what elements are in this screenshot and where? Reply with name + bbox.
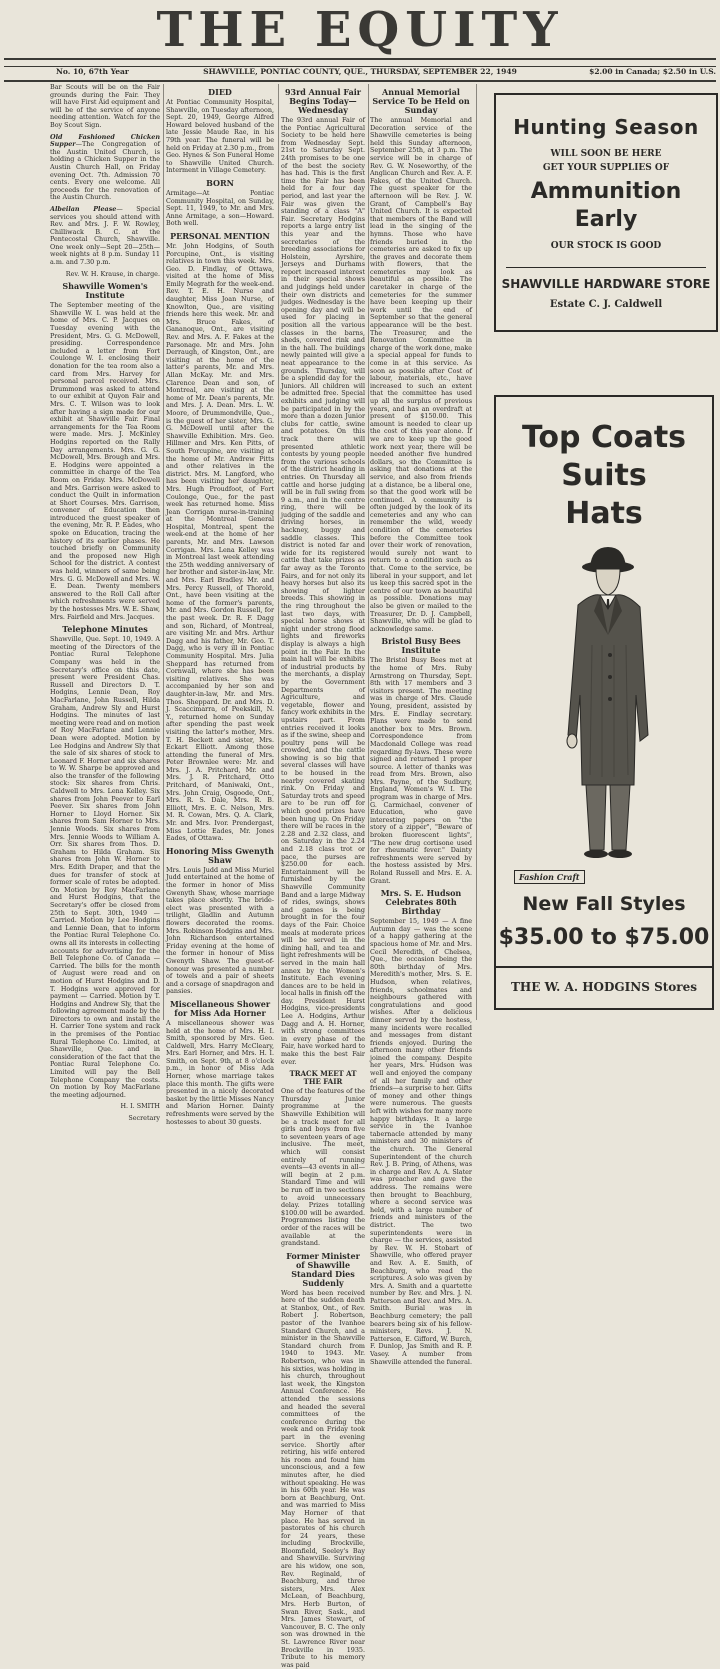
memorial-article: The annual Memorial and Decoration service of the Shawville cemeteries is being held this Sunday afternoon, September 25th, at 3 p.m. The service will be in charge of Rev. G. W. Noseworthy, of the Anglican Church and Rev. A. F. Fakes, of the United Church. The guest speaker for the afternoon will be Rev. J. W. Grant, of Campbell's Bay United Church. It is expected that members of the Band will lead in the singing of the hymns. Those who have friends buried in the cemeteries are asked to fix up the graves and decorate them with flowers, that the cemeteries may look as beautiful as possible. The caretaker in charge of the cemeteries for the summer have been keeping up their work until the end of September so that the general appearance will be the best. The Treasurer, and the Renovation Committee in charge of the work done, make a special appeal for funds to come in at this service. As soon as possible after Cost of labour, materials, etc., have increased to such an extent that the committee has used up all the surplus of previous years, and has an overdraft at present of $150.00. This amount is needed to clear up the cost of this year alone. If we are to keep up the good work next year, there will be needed another five hundred dollars, so the Committee is asking that donations at the service, and also from friends at a distance, be a liberal one, so that the good work will be continued. A community is often judged by the look of its cemeteries and any who can remember the wild, weedy condition of the cemeteries before the Committee took over their work of renovation, would surely not want to return to a condition such as that. Come to the service, be liberal in your support, and let us keep this sacred spot in the centre of our town as beautiful as possible. Donations may also be given or mailed to the Treasurer, Dr. D. J. Campbell, Shawville, who will be glad to acknowledge same. <box>370 116 472 633</box>
womens-institute-headline: Shawville Women's Institute <box>62 281 148 301</box>
ad-hunting-line: GET YOUR SUPPLIES OF <box>542 163 670 173</box>
memorial-headline: Annual Memorial Service To be Held on Sunday <box>372 87 470 115</box>
fair-article: The 93rd annual Fair of the Pontiac Agricultural Society to be held here from Wednesday Sept. 21st to Saturday Sept. 24th promises to be one of the best the society has had. This is the first time the Fair has been held for a four day period, and last year the Fair was given the standing of a class "A" Fair. Secretary Hodgins reports a large entry list this year and the secretaries of the breeding associations for Holstein, Ayrshire, Jerseys and Durhams report increased interest in their special shows and judgings held under their own districts and judges. Wednesday is the opening day and will be used for placing in position all the various classes in the barns, sheds, covered rink and in the hall. The buildings newly painted will give a neat appearance to the grounds. Thursday, will be a splendid day for the Juniors. All children will be admitted free. Special exhibits and judging will be participated in by the more than a dozen Junior clubs for cattle, swine and potatoes. On this track there will presented athletic contests by young people from the various schools of the district heading in entries. On Thursday all cattle and horse judging will be in full swing from 9 a.m., and in the centre ring, there will be judging of the saddle and driving horses, in hackney, buggy and saddle classes. This district is noted far and wide for its registered cattle that take prizes as far away as the Toronto Fairs, and for not only its heavy horses but also its showing of lighter breeds. This showing in the ring throughout the last two days, with special horse shows at night under strong flood lights and fireworks display is always a high point in the Fair. In the main hall will be exhibits of industrial products by the merchants, a display by the Government Departments of Agriculture, and vegetable, flower and fancy work exhibits in the upstairs part. From entries received it looks as if the swine, sheep and poultry pens will be crowded, and the cattle showing is so big that several classes will have to be housed in the nearby covered skating rink. On Friday and Saturday trots and speed are to be run off for which good prizes have been hung up. On Friday there will be races in the 2.28 and 2.32 class, and on Saturday in the 2.24 and 2.18 class trot or pace, the purses are $250.00 for each. Entertainment will be furnished by the Shawville Community Band and a large Midway of rides, swings, shows and games is being brought in for the four days of the Fair. Choice meals at moderate prices will be served in the dining hall, and tea and light refreshments will be served in the main hall annex by the Women's Institute. Each evening dances are to be held in local halls in finish off the day. President Hurst Hodgins, vice-presidents Lee A. Hodgins, Arthur Dagg and A. H. Horner, with strong committees in every phase of the Fair, have worked hard to make this the best Fair ever. <box>281 116 366 1066</box>
subscription-price: $2.00 in Canada; $2.50 in U.S. <box>589 67 716 76</box>
column-rule <box>368 84 369 1020</box>
former-minister-headline: Former Minister of Shawville Standard Dies Suddenly <box>286 1250 360 1288</box>
womens-institute-article: The September meeting of the Shawville W. I. was held at the home of Mrs. C. P. Jacques on Tuesday evening with the President, Mrs. G. G. McDowell, presiding. Correspondence included a letter from Fort Coulonge W. I. enclosing their donation for the tea room also a card from Mrs. Harvey for personal parcel received. Mrs. Drummond was asked to attend to our exhibit at Quyon Fair and Mrs. C. T. Wilson was to look after having a sign made for our exhibit at Shawville Fair. Final arrangements for the Tea Room were made. Mrs. J. McKinley Hodgins reported on the Rally Day arrangements. Mrs. G. G. McDowell, Mrs. Brough and Mrs. E. Hodgins were appointed a committee in charge of the Tea Room on Friday. Mrs. McDowell and Mrs. Garrison were asked to conduct the Quilt in information at Short Courses. Mrs. Garrison, convener of Education then introduced the guest speaker of the evening, Mr. R. P. Eades, who spoke on Education, tracing the history of its earlier phases. He touched briefly on Community and the proposed new High School for the district. A contest was held, winners of same being Mrs. G. G. McDowell and Mrs. W. E. Dean. Twenty members answered to the Roll Call after which refreshments were served by the hostesses Mrs. W. E. Shaw, Mrs. Fairfield and Mrs. Jacques. <box>50 301 160 621</box>
services-notice <box>50 206 160 267</box>
ad-hunting-line: WILL SOON BE HERE <box>550 149 662 159</box>
shower-article: A miscellaneous shower was held at the home of Mrs. H. I. Smith, sponsored by Mrs. Geo. Caldwell, Mrs. Harry McCleary, Mrs. Earl Horner, and Mrs. H. I. Smith, on Sept. 9th, at 8 o'clock p.m., in honor of Miss Ada Horner, whose marriage takes place this month. The gifts were presented in a nicely decorated basket by the little Misses Nancy and Marion Horner. Dainty refreshments were served by the hostesses to about 30 guests. <box>166 1018 274 1126</box>
ad-coats-line: Hats <box>565 496 643 531</box>
ad-store-name: THE W. A. HODGINS Stores <box>510 980 698 994</box>
ad-brand-label: Fashion Craft <box>514 870 585 884</box>
hardware-store-advertisement <box>494 93 718 332</box>
bristol-article: The Bristol Busy Bees met at the home of Mrs. Ruby Armstrong on Thursday, Sept. 8th with 17 members and 3 visitors present. The meeting was in charge of Mrs. Claude Young, president, assisted by Mrs. E. Findlay secretary. Plans were made to send another box to Mrs. Brown. Correspondence from Macdonald College was read regarding fly-laws. These were signed and returned 1 proper source. A letter of thanks was read from Mrs. Brown, also Mrs. Payne, of the Sudbury, England, Women's W. I. The program was in charge of Mrs. G. Carmichael, convener of Education, who gave interesting papers on "the story of a zipper", "Beware of broken fluorescent lights", "The new drug cortisone used for rheumatic fever." Dainty refreshments were served by the hostess assisted by Mrs. Roland Russell and Mrs. E. A. Grant. <box>370 656 472 885</box>
ad-divider <box>506 267 706 268</box>
column-4 <box>370 84 472 1366</box>
former-minister-article: Word has been received here of the sudden death at Stanbox, Ont., of Rev. Robert J. Robertson, pastor of the Ivanhoe Standard Church, and a minister in the Shawville Standard church from 1940 to 1943. Mr. Robertson, who was in his sixties, was holding in his church, throughout last week, the Kingston Annual Conference. He attended the sessions and headed the several committees of the conference during the week and on Friday took part in the evening service. Shortly after retiring, his wife entered his room and found him unconscious, and a few minutes after, he died without speaking. He was in his 60th year. He was born at Beachburg, Ont. and was married to Miss May Horner of that place. He has served in pastorates of his church for 24 years, these including Brockville, Bloomfield, Seeley's Bay and Shawville. Surviving are his widow, one son, Rev. Reginald, of Beachburg, and three sisters, Mrs. Alex McLean, of Beachburg, Mrs. Herb Burton, of Swan River, Sask., and Mrs. James Stewart, of Vancouver, B. C. The only son was drowned in the St. Lawrence River near Brockville in 1935. Tribute to his memory was paid <box>281 1288 365 1669</box>
masthead <box>0 0 720 64</box>
dateline <box>0 66 720 80</box>
telephone-signature-title: Secretary <box>128 1114 160 1122</box>
column-rule <box>278 84 279 1020</box>
telephone-minutes-article: Shawville, Que. Sept. 10, 1949. A meeting of the Directors of the Pontiac Rural Telephone Company was held in the Secretary's office on this date, present were President Chas. Russell and Directors D. T. Hodgins, Lennie Dean, Roy MacFarlane, John Russell, Hilda Graham, Andrew Sly and Hurst Hodgins. The minutes of last meeting were read and on motion of Roy MacFarlane and Lennie Dean were adopted. Motion by Lee Hodgins and Andrew Sly that the sale of six shares of stock to Leonard F. Horner and six shares to W. W. Sharpe be approved and also the transfer of the following stock: Six shares from Chris. Caldwell to Mrs. Lena Kelley. Six shares from John Peever to Earl Peever. Six shares from John Horner to Lloyd Horner. Six shares from Sam Horner to Mrs. Jennie Woods. Six shares from Mrs. Jennie Woods to William A. Orr. Six shares from Thos. D. Graham to Hilda Graham. Six shares from John W. Horner to Mrs. Edith Draper, and that the dues for transfer of stock at former scale of rates be adopted. On Motion by Roy MacFarlane and Hurst Hodgins, that the Secretary's offer be closed from 25th to Sept. 30th, 1949 — Carried. Motion by Lee Hodgins and Lennie Dean, that to inform the Pontiac Rural Telephone Co. owns all its interests in collecting accounts for advertising for the Bell Telephone Co. of Canada — Carried. The bills for the month of August were read and on motion of Hurst Hodgins and D. T. Hodgins were approved for payment — Carried. Motion by T. Hodgins and Andrew Sly, that the following agreement made by the Directors to own and install the H. Carrier Tone system and rack in the premises of the Pontiac Rural Telephone Co. Limited, at Shawville, Que. and in consideration of the fact that the Pontiac Rural Telephone Co. Limited will pay the Bell Telephone Company the costs. On motion by Roy MacFarlane the meeting adjourned. <box>50 635 160 1099</box>
fair-headline: 93rd Annual Fair Begins Today—Wednesday <box>284 87 362 115</box>
hudson-article: September 15, 1949 — A fine Autumn day — was the scene of a happy gathering at the spacious home of Mr. and Mrs. Cecil Meredith, of Chelsea, Que., the occasion being the 80th birthday of Mrs. Meredith's mother, Mrs. S. E. Hudson, when relatives, friends, schoolmates and neighbours gathered with congratulations and good wishes. After a delicious dinner served by the hostess, many incidents were recalled and messages from distant friends enjoyed. During the afternoon many other friends joined the company. Despite her years, Mrs. Hudson was well and enjoyed the company of all her family and other friends—a surprise to her. Gifts of money and other things were numerous. The guests left with wishes for many more happy birthdays. It a large service in the Ivanhoe tabernacle attended by many ministers and 30 ministers of the church. The General Superintendent of the church Rev. J. B. Pring, of Athens, was in charge and Rev. A. A. Slater was preacher and gave the address. The remains were then brought to Beachburg, where a second service was held, with a large number of friends and ministers of the district. The two superintendents were in charge — the services, assisted by Rev. W. H. Stobart of Shawville, who offered prayer and Rev. A. E. Smith, of Beachburg, who read the scriptures. A solo was given by Mrs. A. Smith and a quartette number by Rev. and Mrs. J. N. Patterson and Rev. and Mrs. A. Smith. Burial was in Beachburg cemetery; the pall bearers being six of his fellow-ministers, Revs. J. N. Patterson, E. Gifford, W. Burch, F. Dunlop, Jas Smith and R. P. Vasey. A number from Shawville attended the funeral. <box>370 917 472 1366</box>
ad-coats-line: Suits <box>561 458 647 493</box>
column-rule <box>163 84 164 1020</box>
ad-divider <box>494 966 714 968</box>
personal-mention-article: Mr. John Hodgins, of South Porcupine, Ont., is visiting relatives in town this week. Mrs. Geo. D. Findlay, of Ottawa, visited at the home of Miss Emily Megrath for the week-end. Rev. T. E. H. Nurse and daughter, Miss Joan Nurse, of Knowlton, Que., are visiting friends here this week. Mr. and Mrs. Bruce Fakes, of Gananoque, Ont., are visiting Rev. and Mrs. A. F. Fakes at the Parsonage. Mr. and Mrs. John Derraugh, of Kingston, Ont., are visiting at the home of the latter's parents, Mr. and Mrs. Allan McKay. Mr. and Mrs. Clarence Dean and son, of Montreal, are visiting at the home of Mr. Dean's parents, Mr. and Mrs. J. A. Dean. Mrs. L. W. Moore, of Drummondville, Que., is the guest of her sister, Mrs. G. G. McDowell until after the Shawville Exhibition. Mrs. Geo. Hillmer and Mrs. Ken Pitts, of South Porcupine, are visiting at the home of Mr. Andrew Pitts and other relatives in the district. Mrs. M. Langford, who has been visiting her daughter, Mrs. Hugh Proudfoot, of Fort Coulonge, Que., for the past week has returned home. Miss Jean Corrigan nurse-in-training at the Montreal General Hospital, Montreal, spent the week-end at the home of her parents, Mr. and Mrs. Lawson Corrigan. Mrs. Lena Kelley was in Montreal last week attending the 25th wedding anniversary of her brother and sister-in-law, Mr. and Mrs. Earl Bradley. Mr. and Mrs. Percy Russell, of Thorold, Ont., have been visiting at the home of the former's parents, Mr. and Mrs. Gordon Russell, for the past week. Dr. R. F. Dagg and son, Richard, of Montreal, are visiting Mr. and Mrs. Arthur Dagg and his father, Mr. Geo. T. Dagg, who is very ill in Pontiac Community Hospital. Mrs. Julia Sheppard has returned from Cornwall, where she has been visiting relatives. She was accompanied by her son and daughter-in-law, Mr. and Mrs. Thos. Sheppard. Dr. and Mrs. D. J. Scaccimarra, of Peekskill, N. Y., returned home on Sunday after spending the past week visiting the latter's mother, Mrs. T. H. Beckett and sister, Mrs. Eckart Elliott. Among those attending the funeral of Mrs. Peter Brownlee were: Mr. and Mrs. J. A. Pritchard, Mr. and Mrs. J. R. Pritchard, Otto Pritchard, of Maniwaki, Ont., Mrs. John Craig, Osgoode, Ont., Mrs. R. S. Dale, Mrs. R. B. Elliott, Mrs. E. C. Nelson, Mrs. M. R. Cowan, Mrs. Q. A. Clark, Mr. and Mrs. Ivor. Prendergast, Miss Lottie Eades, Mr. Jones Eades, of Ottawa. <box>166 241 274 843</box>
honoring-headline: Honoring Miss Gwenyth Shaw <box>166 845 274 865</box>
services-signature: Rev. W. H. Krause, in charge. <box>65 269 160 278</box>
ad-coats-line: Top Coats <box>521 420 687 455</box>
issue-number: No. 10, 67th Year <box>56 67 129 76</box>
hudson-headline: Mrs. S. E. Hudson Celebrates 80th Birthday <box>380 888 462 917</box>
chicken-supper-notice <box>50 134 160 202</box>
ad-hunting-headline: Hunting Season <box>513 115 699 139</box>
track-meet-headline: TRACK MEET AT THE FAIR <box>289 1069 357 1087</box>
services-text: — Special services you should attend with Rev. and Mrs. J. F. W. Rowley, Chilliwack B. C. at the Pentecostal Church, Shawville. One week only—Sept 20—25th—week nights at 8 p.m. Sunday 11 a.m. and 7.30 p.m. <box>50 204 160 267</box>
bristol-headline: Bristol Busy Bees Institute <box>381 636 461 656</box>
ad-styles-text: New Fall Styles <box>522 893 686 915</box>
ad-hunting-line: OUR STOCK IS GOOD <box>550 241 662 251</box>
chicken-supper-text: —The Congregation of the Austin United Church, is holding a Chicken Supper in the Austin Church Hall, on Friday evening Oct. 7th. Admission 70 cents. Every one welcome. All proceeds for the renovation of the Austin Church. <box>50 140 160 202</box>
ad-early-text: Early <box>574 207 638 232</box>
ad-coats-headline <box>504 419 704 533</box>
ad-store-name: SHAWVILLE HARDWARE STORE <box>501 277 711 291</box>
column-2 <box>166 84 274 1126</box>
track-meet-article: One of the features of the Thursday Junior programme at the Shawville Exhibition will be a track meet for all girls and boys from five to seventeen years of age inclusive. The meet, which will consist entirely of running events—43 events in all—will begin at 2 p.m. Standard Time and will be run off in two sections to avoid unnecessary delay. Prizes totalling $100.00 will be awarded. Programmes listing the order of the races will be available at the grandstand. <box>281 1087 365 1248</box>
chicken-supper-kicker: Old Fashioned Chicken Supper <box>50 132 160 149</box>
place-date: SHAWVILLE, PONTIAC COUNTY, QUE., THURSDAY, SEPTEMBER 22, 1949 <box>203 67 517 76</box>
born-headline: BORN <box>206 177 234 188</box>
man-in-overcoat-illustration <box>552 545 662 867</box>
died-notice: At Pontiac Community Hospital, Shawville, on Tuesday afternoon, Sept. 20, 1949, George Alfred Howard beloved husband of the late Jessie Maude Rae, in his 79th year. The funeral will be held on Friday at 2.30 p.m., from Geo. Hynes & Son Funeral Home to Shawville United Church. Interment in Village Cemetery. <box>166 98 274 175</box>
column-1 <box>50 83 160 1122</box>
newspaper-title: THE EQUITY <box>156 2 564 58</box>
scouts-notice: Bar Scouts will be on the Fair grounds during the Fair. They will have First Aid equipment and will be of the service of anyone needing attention. Watch for the Boy Scout Sign. <box>50 83 160 129</box>
died-headline: DIED <box>208 87 232 97</box>
ad-price-range: $35.00 to $75.00 <box>498 925 710 950</box>
column-3 <box>281 84 366 1669</box>
dateline-rule <box>4 80 716 82</box>
telephone-minutes-headline: Telephone Minutes <box>62 624 148 635</box>
clothing-store-advertisement <box>494 395 714 1010</box>
born-notice: Armitage—At Pontiac Community Hospital, on Sunday, Sept. 11, 1949, to Mr. and Mrs. Anne Armitage, a son—Howard. Both well. <box>166 188 274 228</box>
page-fold-edge <box>476 84 489 1020</box>
telephone-signature: H. I. SMITH <box>120 1102 160 1111</box>
shower-headline: Miscellaneous Shower for Miss Ada Horner <box>169 998 271 1018</box>
ad-ammunition-text: Ammunition <box>530 179 682 204</box>
personal-mention-headline: PERSONAL MENTION <box>170 230 270 241</box>
services-kicker: Albeilan Please <box>50 204 117 213</box>
ad-store-owner: Estate C. J. Caldwell <box>549 299 663 310</box>
honoring-article: Mrs. Louis Judd and Miss Muriel Judd entertained at the home of the former in honor of Miss Gwenyth Shaw, whose marriage takes place shortly. The bride-elect was presented with a trilight, Gladlin and Autumn flowers decorated the rooms. Mrs. Robinson Hodgins and Mrs. John Richardson entertained Friday evening at the home of the former in honour of Miss Gwenyth Shaw. The guest-of-honour was presented a number of towels and a pair of sheets and a corsage of snapdragon and pansies. <box>166 865 274 996</box>
